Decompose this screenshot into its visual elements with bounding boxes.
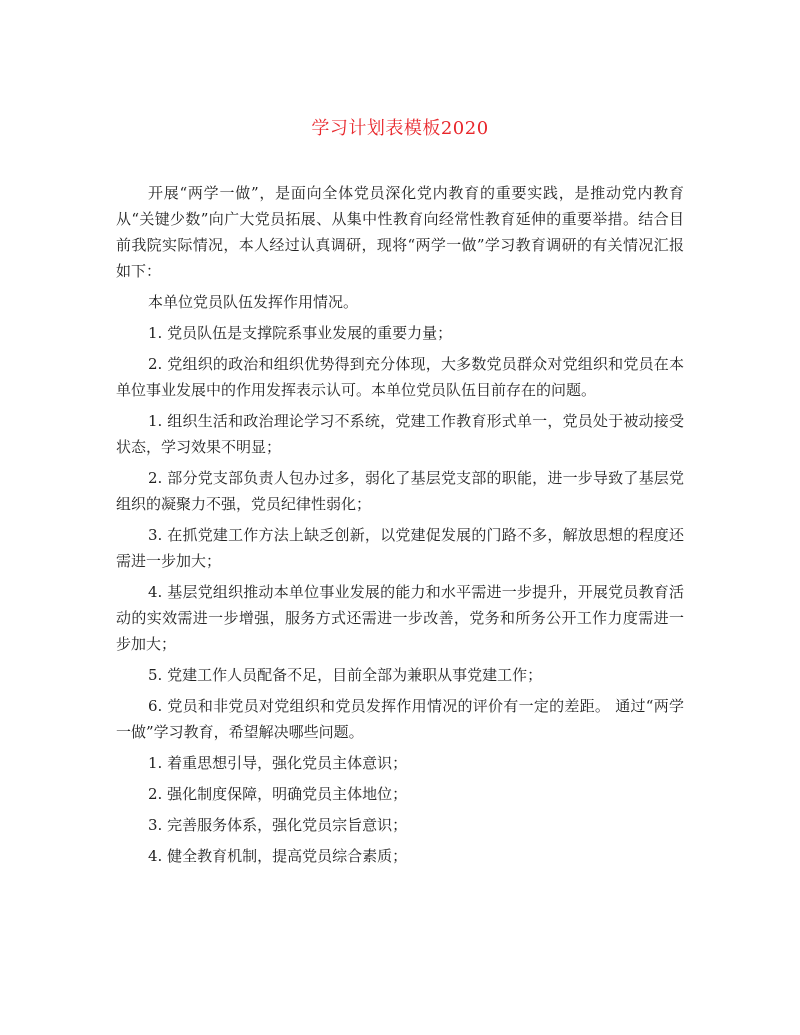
list-item: 6. 党员和非党员对党组织和党员发挥作用情况的评价有一定的差距。 通过“两学一做”学习教育，希望解决哪些问题。 <box>116 697 684 741</box>
list-item: 4. 健全教育机制，提高党员综合素质； <box>148 847 408 865</box>
list-item: 2. 党组织的政治和组织优势得到充分体现，大多数党员群众对党组织和党员在本单位事业发展中的作用发挥表示认可。本单位党员队伍目前存在的问题。 <box>116 355 684 399</box>
list-item: 2. 部分党支部负责人包办过多，弱化了基层党支部的职能，进一步导致了基层党组织的凝聚力不强，党员纪律性弱化； <box>116 469 684 513</box>
list-item: 5. 党建工作人员配备不足，目前全部为兼职从事党建工作； <box>148 666 543 684</box>
list-item: 3. 完善服务体系，强化党员宗旨意识； <box>148 816 408 834</box>
document-title: 学习计划表模板2020 <box>311 118 489 139</box>
document-body <box>116 180 684 874</box>
list-item: 3. 在抓党建工作方法上缺乏创新，以党建促发展的门路不多，解放思想的程度还需进一步加大； <box>116 526 684 570</box>
paragraph-section-heading: 本单位党员队伍发挥作用情况。 <box>148 293 359 311</box>
list-item: 1. 组织生活和政治理论学习不系统，党建工作教育形式单一，党员处于被动接受状态，学习效果不明显； <box>116 412 684 456</box>
list-item: 1. 党员队伍是支撑院系事业发展的重要力量； <box>148 324 453 342</box>
paragraph-intro: 开展“两学一做”，是面向全体党员深化党内教育的重要实践，是推动党内教育从“关键少数”向广大党员拓展、从集中性教育向经常性教育延伸的重要举措。结合目前我院实际情况，本人经过认真调研，现将“两学一做”学习教育调研的有关情况汇报如下： <box>116 184 684 280</box>
list-item: 2. 强化制度保障，明确党员主体地位； <box>148 785 408 803</box>
list-item: 4. 基层党组织推动本单位事业发展的能力和水平需进一步提升，开展党员教育活动的实效需进一步增强，服务方式还需进一步改善，党务和所务公开工作力度需进一步加大； <box>116 583 684 653</box>
list-item: 1. 着重思想引导，强化党员主体意识； <box>148 754 408 772</box>
